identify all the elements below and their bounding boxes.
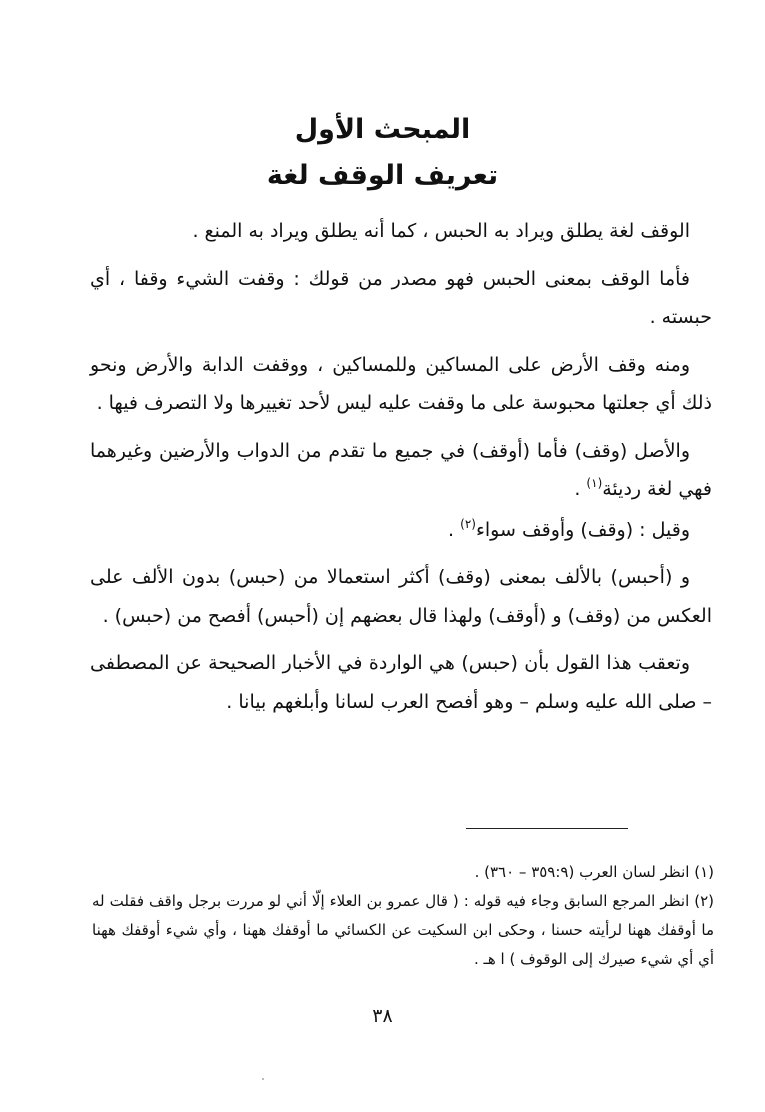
section-subtitle: تعريف الوقف لغة: [266, 160, 499, 191]
footnote-separator: [466, 828, 628, 829]
paragraph-end: .: [448, 518, 461, 541]
section-heading: المبحث الأول: [294, 114, 471, 145]
paragraph: الوقف لغة يطلق ويراد به الحبس ، كما أنه يطلق ويراد به المنع .: [192, 220, 690, 242]
page-number: ٣٨: [372, 1005, 393, 1027]
paragraph: ومنه وقف الأرض على المساكين وللمساكين ، ووقفت الدابة والأرض ونحو ذلك أي جعلتها محبوسة على ما وقفت عليه ليس لأحد تغييرها ولا التصرف فيها .: [90, 353, 712, 414]
paragraph-text: والأصل (وقف) فأما (أوقف) في جميع ما تقدم من الدواب والأرضين وغيرهما فهي لغة رديئة: [90, 439, 712, 500]
paragraph-text: وقيل : (وقف) وأوقف سواء: [475, 518, 690, 541]
paragraph: فأما الوقف بمعنى الحبس فهو مصدر من قولك : وقفت الشيء وقفا ، أي حبسته .: [90, 267, 712, 328]
paragraph: وتعقب هذا القول بأن (حبس) هي الواردة في الأخبار الصحيحة عن المصطفى – صلى الله عليه وسلم – وهو أفصح العرب لسانا وأبلغهم بيانا .: [90, 652, 712, 713]
footnote: (٢) انظر المرجع السابق وجاء فيه قوله : ( قال عمرو بن العلاء إلّا أني لو مررت برجل واقف فقلت له ما أوقفك ههنا لرأيته حسنا ، وحكى ابن السكيت عن الكسائي ما أوقفك ههنا ، وأي شيء أوقفك ههنا أي أي شيء صيرك إلى الوقوف ) ا هـ .: [92, 892, 714, 968]
footnote-ref: (١): [586, 476, 603, 490]
footnote-ref: (٢): [460, 516, 476, 531]
paragraph-end: .: [574, 478, 587, 500]
footnote: (١) انظر لسان العرب (٣٥٩:٩ – ٣٦٠) .: [474, 863, 714, 881]
paragraph: و (أحبس) بالألف بمعنى (وقف) أكثر استعمالا من (حبس) بدون الألف على العكس من (وقف) و (أوقف) ولهذا قال بعضهم إن (أحبس) أفصح من (حبس) .: [90, 566, 712, 627]
scan-speck: [262, 1078, 264, 1080]
paragraph: [90, 511, 712, 550]
paragraph: [90, 432, 712, 509]
body-text: [90, 212, 712, 730]
footnotes: [92, 858, 714, 974]
